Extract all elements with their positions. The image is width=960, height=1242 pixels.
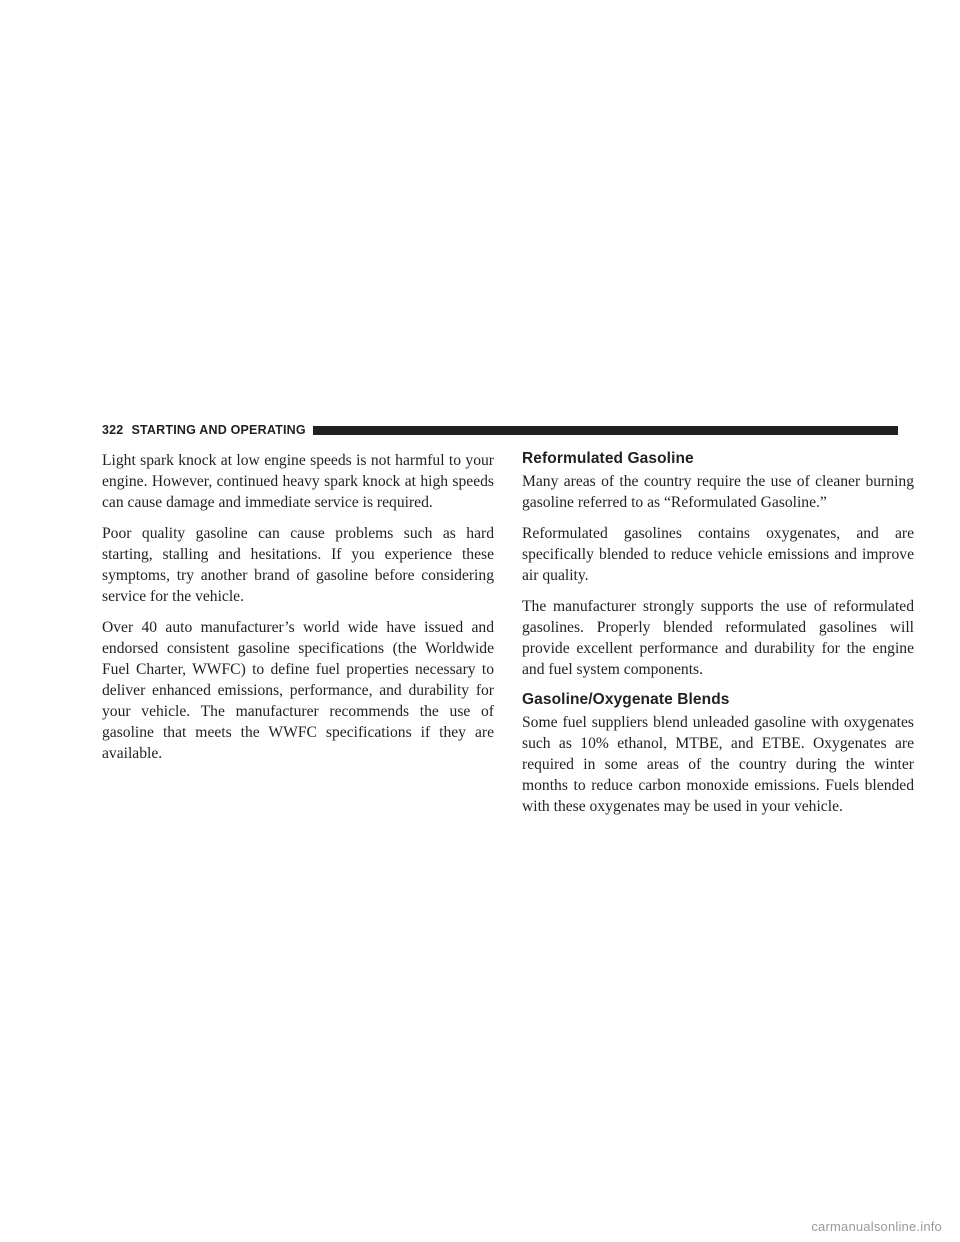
section-title: STARTING AND OPERATING — [131, 423, 306, 437]
paragraph: Light spark knock at low engine speeds is not harmful to your engine. However, continued heavy spark knock at high speeds can cause damage and immediate service is required. — [102, 452, 494, 511]
paragraph: The manufacturer strongly supports the use of reformulated gasolines. Properly blended reformulated gasolines will provide excellent performance and durability for the engine and fuel system components. — [522, 598, 914, 678]
page-number: 322 — [102, 423, 124, 437]
left-column — [102, 450, 494, 774]
paragraph: Reformulated gasolines contains oxygenates, and are specifically blended to reduce vehicle emissions and improve air quality. — [522, 525, 914, 584]
paragraph: Many areas of the country require the use of cleaner burning gasoline referred to as “Reformulated Gasoline.” — [522, 473, 914, 511]
section-heading-oxygenate-blends: Gasoline/Oxygenate Blends — [522, 691, 730, 708]
section-heading-reformulated-gasoline: Reformulated Gasoline — [522, 450, 694, 467]
paragraph: Over 40 auto manufacturer’s world wide have issued and endorsed consistent gasoline specifications (the Worldwide Fuel Charter, WWFC) to define fuel properties necessary to deliver enhanced emissions, performance, and durability for your vehicle. The manufacturer recommends the use of gasoline that meets the WWFC specifications if they are available. — [102, 619, 494, 762]
header-rule — [313, 426, 898, 435]
watermark-link[interactable]: carmanualsonline.info — [811, 1219, 942, 1234]
paragraph: Poor quality gasoline can cause problems such as hard starting, stalling and hesitations. If you experience these symptoms, try another brand of gasoline before considering service for the vehicle. — [102, 525, 494, 605]
page-header — [102, 423, 898, 437]
paragraph: Some fuel suppliers blend unleaded gasoline with oxygenates such as 10% ethanol, MTBE, and ETBE. Oxygenates are required in some areas of the country during the winter months to reduce carbon monoxide emissions. Fuels blended with these oxygenates may be used in your vehicle. — [522, 714, 914, 815]
right-column — [522, 449, 914, 827]
